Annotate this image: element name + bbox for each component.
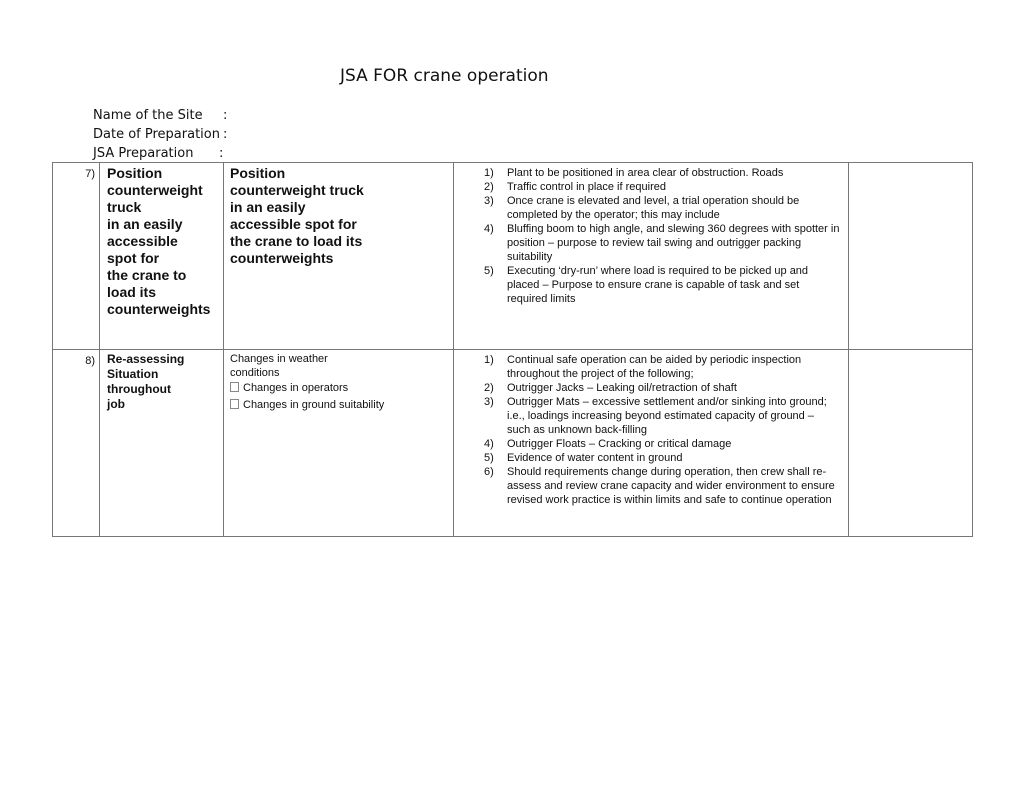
hazard-bullet-text: Changes in ground suitability <box>243 399 385 411</box>
table-row <box>53 350 973 537</box>
list-item <box>454 395 840 437</box>
hazard-bullet <box>230 380 447 397</box>
job-step-cell <box>100 163 224 350</box>
hazard-line: the crane to load its <box>230 233 363 249</box>
item-text: Evidence of water content in ground <box>507 452 683 464</box>
step-line: accessible <box>107 233 178 249</box>
controls-list <box>454 163 848 306</box>
step-line: the crane to <box>107 267 187 283</box>
hazard-intro: Changes in weather conditions <box>230 353 328 379</box>
item-text: Should requirements change during operation, then crew shall re-assess and review crane capacity and wider environment to ensure revised work practice is within limits and safe to continue operation <box>507 466 835 506</box>
item-text: Plant to be positioned in area clear of obstruction. Roads <box>507 167 784 179</box>
item-number: 3) <box>484 396 494 408</box>
checkbox-icon <box>230 399 239 409</box>
step-line: counterweight <box>107 182 203 198</box>
controls-cell <box>454 163 849 350</box>
item-number: 4) <box>484 438 494 450</box>
item-text: Once crane is elevated and level, a trial operation should be completed by the operator; this may include <box>507 195 800 221</box>
list-item <box>454 222 840 264</box>
step-line: counterweights <box>107 301 211 317</box>
list-item <box>454 437 840 451</box>
list-item <box>454 465 840 507</box>
responsibility-cell <box>849 350 973 537</box>
hazard-line: counterweight truck <box>230 182 364 198</box>
item-text: Traffic control in place if required <box>507 181 666 193</box>
step-line: Position <box>107 165 163 181</box>
controls-list <box>454 350 848 507</box>
step-line: job <box>107 397 125 411</box>
item-number: 1) <box>484 354 494 366</box>
item-number: 5) <box>484 265 494 277</box>
list-item <box>454 180 840 194</box>
field-label: Name of the Site <box>93 108 203 123</box>
list-item <box>454 353 840 381</box>
hazard-line: counterweights <box>230 250 334 266</box>
job-step-cell <box>100 350 224 537</box>
field-colon: : <box>219 146 224 161</box>
row-number: 8) <box>53 350 100 537</box>
item-number: 3) <box>484 195 494 207</box>
item-number: 6) <box>484 466 494 478</box>
hazard-line: Position <box>230 165 286 181</box>
item-text: Continual safe operation can be aided by periodic inspection throughout the project of the following; <box>507 354 802 380</box>
hazard-cell <box>224 163 454 350</box>
field-label: Date of Preparation <box>93 127 220 142</box>
field-colon: : <box>223 108 228 123</box>
field-jsa-preparation <box>93 146 224 161</box>
item-text: Outrigger Mats – excessive settlement and/or sinking into ground; i.e., loadings increasing beyond estimated capacity of ground – such as unknown back-filling <box>507 396 827 436</box>
jsa-table <box>52 162 973 537</box>
checkbox-icon <box>230 382 239 392</box>
table-row <box>53 163 973 350</box>
field-preparation-date <box>93 127 228 142</box>
row-number: 7) <box>53 163 100 350</box>
item-number: 1) <box>484 167 494 179</box>
item-number: 4) <box>484 223 494 235</box>
controls-cell <box>454 350 849 537</box>
item-number: 2) <box>484 382 494 394</box>
hazard-line: in an easily <box>230 199 306 215</box>
step-line: spot for <box>107 250 160 266</box>
field-site-name <box>93 108 228 123</box>
hazard-line: accessible spot for <box>230 216 357 232</box>
step-line: truck <box>107 199 142 215</box>
item-number: 2) <box>484 181 494 193</box>
step-line: load its <box>107 284 157 300</box>
list-item <box>454 166 840 180</box>
step-line: throughout <box>107 382 171 396</box>
list-item <box>454 194 840 222</box>
field-colon: : <box>223 127 228 142</box>
step-line: in an easily <box>107 216 183 232</box>
list-item <box>454 451 840 465</box>
document-title: JSA FOR crane operation <box>340 66 549 86</box>
step-line: Re-assessing <box>107 352 185 366</box>
item-number: 5) <box>484 452 494 464</box>
responsibility-cell <box>849 163 973 350</box>
item-text: Executing ‘dry-run’ where load is required to be picked up and placed – Purpose to ensure crane is capable of task and set required limits <box>507 265 809 305</box>
item-text: Outrigger Floats – Cracking or critical damage <box>507 438 732 450</box>
list-item <box>454 264 840 306</box>
step-line: Situation <box>107 367 159 381</box>
list-item <box>454 381 840 395</box>
field-label: JSA Preparation <box>93 146 194 161</box>
hazard-bullet <box>230 397 447 414</box>
hazard-bullet-text: Changes in operators <box>243 382 349 394</box>
hazard-cell <box>224 350 454 537</box>
item-text: Bluffing boom to high angle, and slewing 360 degrees with spotter in position – purpose to review tail swing and outrigger packing suitability <box>507 223 840 263</box>
item-text: Outrigger Jacks – Leaking oil/retraction of shaft <box>507 382 737 394</box>
